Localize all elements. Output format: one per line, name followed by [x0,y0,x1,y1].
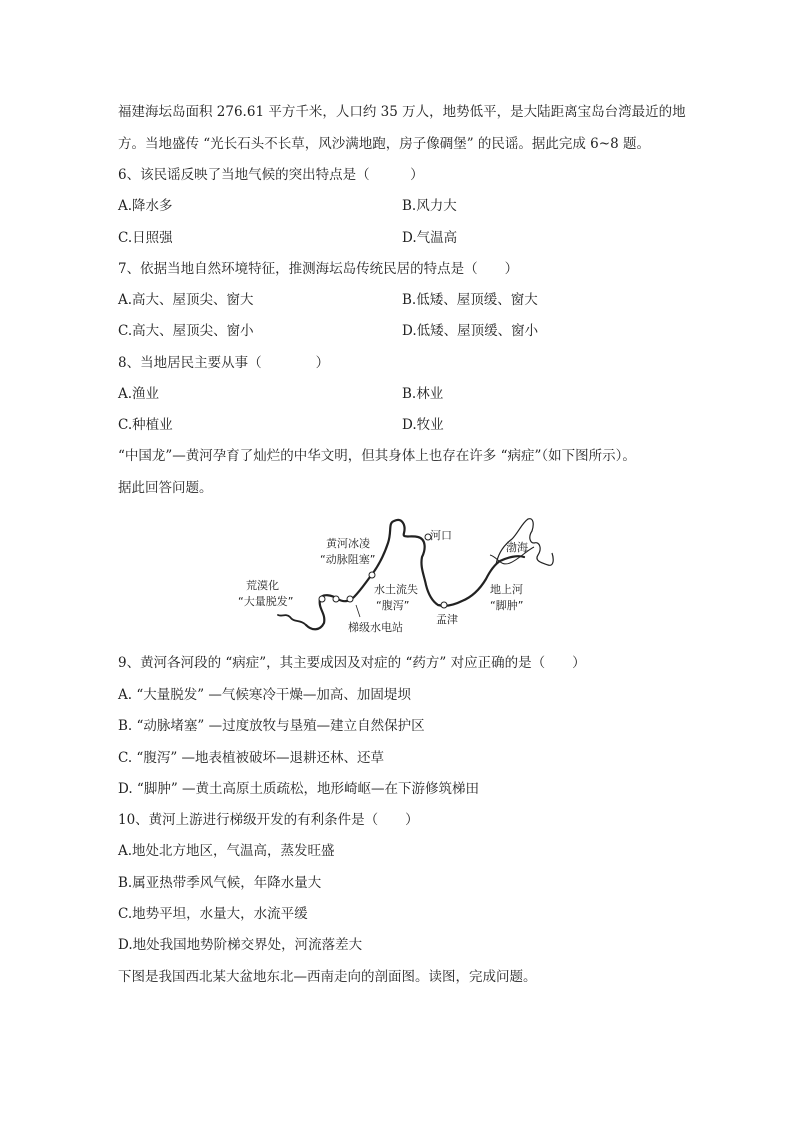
question-6-option-d: D.气温高 [402,230,458,246]
hydro-station-dot [319,596,325,602]
question-8-stem: 8、当地居民主要从事（ ） [118,355,330,371]
question-10-stem: 10、黄河上游进行梯级开发的有利条件是（ ） [118,812,419,828]
passage-2-line-2: 据此回答问题。 [118,480,213,496]
label-hydro: 梯级水电站 [348,621,403,634]
question-8-option-c: C.种植业 [118,417,173,433]
label-bohai: 渤海 [506,541,528,554]
hydro-station-dot [369,572,375,578]
question-9-option-c: C. “腹泻” —地表植被破坏—退耕还林、还草 [118,750,385,766]
passage-3-line-1: 下图是我国西北某大盆地东北—西南走向的剖面图。读图，完成问题。 [118,969,537,985]
question-7-option-a: A.高大、屋顶尖、窗大 [118,292,254,308]
question-6-option-c: C.日照强 [118,230,173,246]
question-10-option-c: C.地势平坦，水量大，水流平缓 [118,906,308,922]
yellow-river-source [278,615,306,625]
label-river-1: 地上河 [490,583,523,596]
question-6-option-b: B.风力大 [402,198,457,214]
question-8-option-d: D.牧业 [402,417,444,433]
passage-1-line-2: 方。当地盛传 “光长石头不长草，风沙满地跑，房子像碉堡” 的民谣。据此完成 6~8 题。 [118,136,650,152]
label-ice-1: 黄河冰凌 [326,537,370,550]
label-ice-2: “动脉阻塞” [320,553,376,566]
passage-1-line-1: 福建海坛岛面积 276.61 平方千米，人口约 35 万人，地势低平，是大陆距离宝岛台湾最近的地 [118,104,686,120]
question-9-option-d: D. “脚肿” —黄土高原土质疏松，地形崎岖—在下游修筑梯田 [118,781,480,797]
question-10-option-a: A.地处北方地区，气温高，蒸发旺盛 [118,843,335,859]
question-8-option-a: A.渔业 [118,386,160,402]
label-desert-1: 荒漠化 [246,579,279,592]
question-10-option-b: B.属亚热带季风气候，年降水量大 [118,875,322,891]
question-8-option-b: B.林业 [402,386,444,402]
mengjin-dot [441,602,447,608]
question-10-option-d: D.地处我国地势阶梯交界处，河流落差大 [118,937,363,953]
label-hekou: 河口 [430,529,452,542]
label-erosion-2: “腹泻” [376,599,410,612]
yellow-river-diagram [228,513,558,638]
question-6-option-a: A.降水多 [118,198,173,214]
question-7-option-d: D.低矮、屋顶缓、窗小 [402,323,539,339]
question-7-stem: 7、依据当地自然环境特征，推测海坛岛传统民居的特点是（ ） [118,261,519,277]
question-9-option-a: A. “大量脱发” —气候寒冷干燥—加高、加固堤坝 [118,687,411,703]
label-erosion-1: 水土流失 [374,583,418,596]
label-mengjin: 孟津 [436,613,458,626]
passage-2-line-1: “中国龙”—黄河孕育了灿烂的中华文明，但其身体上也存在许多 “病症”（如下图所示）。 [118,448,636,464]
question-9-option-b: B. “动脉堵塞” —过度放牧与垦殖—建立自然保护区 [118,718,425,734]
question-7-option-c: C.高大、屋顶尖、窗小 [118,323,254,339]
hydro-pointer [356,605,360,617]
hydro-station-dot [347,596,353,602]
question-9-stem: 9、黄河各河段的 “病症”，其主要成因及对症的 “药方” 对应正确的是（ ） [118,655,586,671]
label-river-2: “脚肿” [490,599,524,612]
question-7-option-b: B.低矮、屋顶缓、窗大 [402,292,538,308]
hydro-station-dot [333,596,339,602]
question-6-stem: 6、该民谣反映了当地气候的突出特点是（ ） [118,167,424,183]
label-desert-2: “大量脱发” [238,595,294,608]
